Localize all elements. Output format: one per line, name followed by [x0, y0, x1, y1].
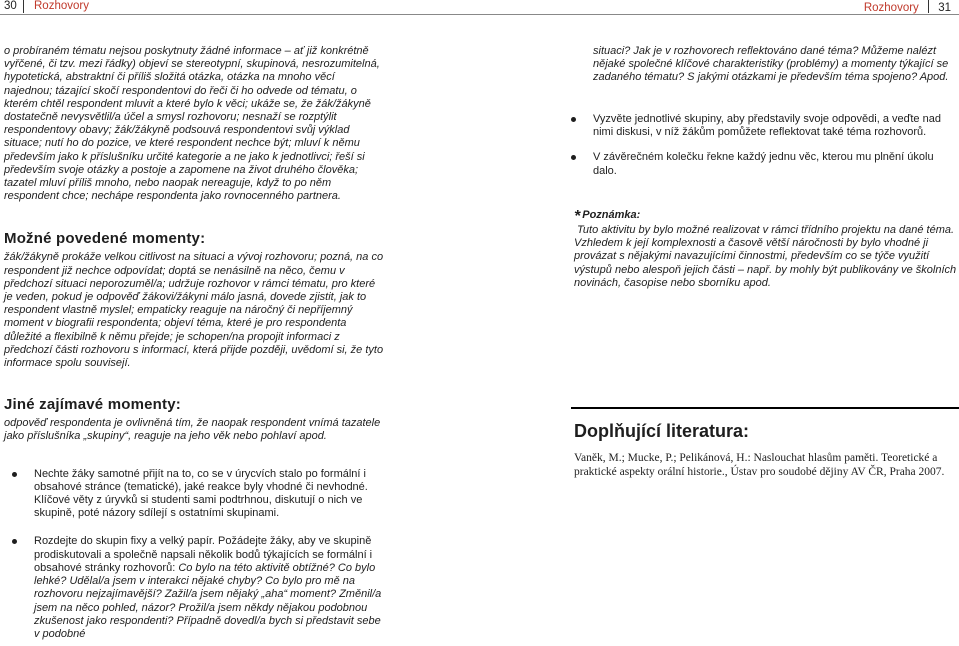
literature-section: [574, 420, 959, 479]
good-moments-heading: Možné povedené momenty:: [4, 230, 206, 248]
header-separator: [928, 0, 929, 13]
list-item: [4, 468, 386, 521]
header-separator: [23, 0, 24, 13]
list-item: [563, 113, 959, 139]
running-title-left: Rozhovory: [34, 0, 89, 12]
running-title-right: Rozhovory: [863, 2, 919, 14]
right-column: [593, 45, 959, 85]
note-label: Poznámka:: [582, 209, 641, 221]
page-number-right: 31: [938, 2, 951, 14]
note-text: Tuto aktivitu by bylo možné realizovat v rámci třídního projektu na dané téma. Vzhledem k její komplexnosti a časově větší náročnosti by bylo vhodné ji provázat s nějakými navazujícími činnostmi, především co se týče využití výstupů nebo alespoň jejich části – např. by mohly být publikovány ve školních novinách, časopise nebo sborníku apod.: [574, 224, 957, 289]
literature-rule: [571, 407, 959, 409]
literature-heading: Doplňující literatura:: [574, 421, 750, 441]
literature-entry: Vaněk, M.; Mucke, P.; Pelikánová, H.: Naslouchat hlasům paměti. Teoretické a praktické aspekty orální historie., Ústav pro soudobé dějiny AV ČR, Praha 2007.: [574, 452, 945, 478]
other-moments-text: odpověď respondenta je ovlivněná tím, že naopak respondent vnímá tazatele jako příslušníka „skupiny“, reaguje na jeho věk nebo pohlaví apod.: [4, 417, 381, 443]
list-item: [563, 151, 959, 177]
list-item: [4, 535, 386, 641]
list-item-text: Rozdejte do skupin fixy a velký papír. Požádejte žáky, aby ve skupině prodiskutovali a společně napsali několik bodů týkajících se formální i obsahové stránky rozhovorů:: [34, 535, 373, 574]
list-item-text: Vyzvěte jednotlivé skupiny, aby představily svoje odpovědi, a veďte nad nimi diskusi, v níž žákům pomůžete reflektovat také téma rozhovorů.: [593, 113, 941, 139]
left-column: [4, 45, 386, 641]
note-box: [574, 209, 959, 290]
list-item-text: V závěrečném kolečku řekne každý jednu věc, kterou mu plnění úkolu dalo.: [593, 151, 934, 177]
activity-list-right: [563, 113, 959, 178]
activity-list-left: [4, 468, 386, 641]
page-header-left: [4, 0, 89, 13]
page-header-right: [864, 0, 951, 15]
list-item-questions: Co bylo na této aktivitě obtížné? Co bylo lehké? Udělal/a jsem v interakci nějaké chyby? Co bylo pro mě na rozhovoru nejzajímavější? Zažil/a jsem nějaký „aha“ moment? Změnil/a jsem na něco pohled, názor? Prožil/a jsem někdy nějakou podobnou zkušenost jako respondenti? Případně dovedl/a bych si představit sebe v podobné: [34, 561, 382, 640]
header-rule: [0, 14, 959, 15]
other-moments-heading: Jiné zajímavé momenty:: [4, 396, 181, 414]
good-moments-text: žák/žákyně prokáže velkou citlivost na situaci a vývoj rozhovoru; pozná, na co respondent již nechce odpovídat; doptá se nenásilně na něco, čemu v předchozí situaci neporozuměl/a; udržuje rozhovor v rámci tématu, pro které je veden, pokud je odpověď žákovi/žákyni málo jasná, dovede zjistit, jak to respondent vlastně myslel; empaticky reaguje na náročný či nepříjemný moment v biografii respondenta; objeví téma, které je pro respondenta důležité a flexibilně k němu přejde; je schopen/na propojit informaci z předchozí části rozhovoru s informací, která přijde později, uvědomí si, že tyto informace spolu souvisejí.: [4, 251, 384, 370]
note-heading: [574, 209, 959, 223]
page-number-left: 30: [4, 0, 17, 12]
list-item-text: Nechte žáky samotné přijít na to, co se v úrycvích stalo po formální i obsahové stránce (tematické), jaké reakce byly vhodné či nevhodné. Klíčové věty z úryvků si studenti sami podtrhnou, diskutují o nich ve skupině, poté názory sdílejí s ostatními skupinami.: [34, 467, 368, 520]
continued-text: situaci? Jak je v rozhovorech reflektováno dané téma? Můžeme nalézt nějaké společné klíčové charakteristiky (problémy) a momenty týkající se zadaného tématu? S jakými otázkami je především téma spojeno? Apod.: [593, 45, 949, 84]
intro-paragraph: o probíraném tématu nejsou poskytnuty žádné informace – ať již konkrétně vyřčené, či tzv. mezi řádky) objeví se stereotypní, skupinová, nesrozumitelná, hypotetická, abstraktní či příliš složitá otázka, otázka na mnoho věcí najednou; tázající skočí respondentovi do řeči či ho odvede od tématu, o kterém chtěl respondent mluvit a které bylo k věci; ukáže se, že žák/žákyně dostatečně nevysvětlil/a účel a smysl rozhovoru; nesnaží se rozptýlit respondentovy obavy; žák/žákyně podsouvá respondentovi svůj výklad situace; nutí ho do pozice, ve které respondent nechce být; mluví k němu především jako k příslušníku určité kategorie a ne jako k jednotlivci; řeší si především svoje otázky a postoje a zapomene na život druhého člověka; tazatel mluví příliš mnoho, nebo naopak nereaguje, když to po něm respondent chce; nechápe respondenta jako rovnocenného partnera.: [4, 45, 380, 203]
asterisk-icon: *: [574, 208, 581, 225]
